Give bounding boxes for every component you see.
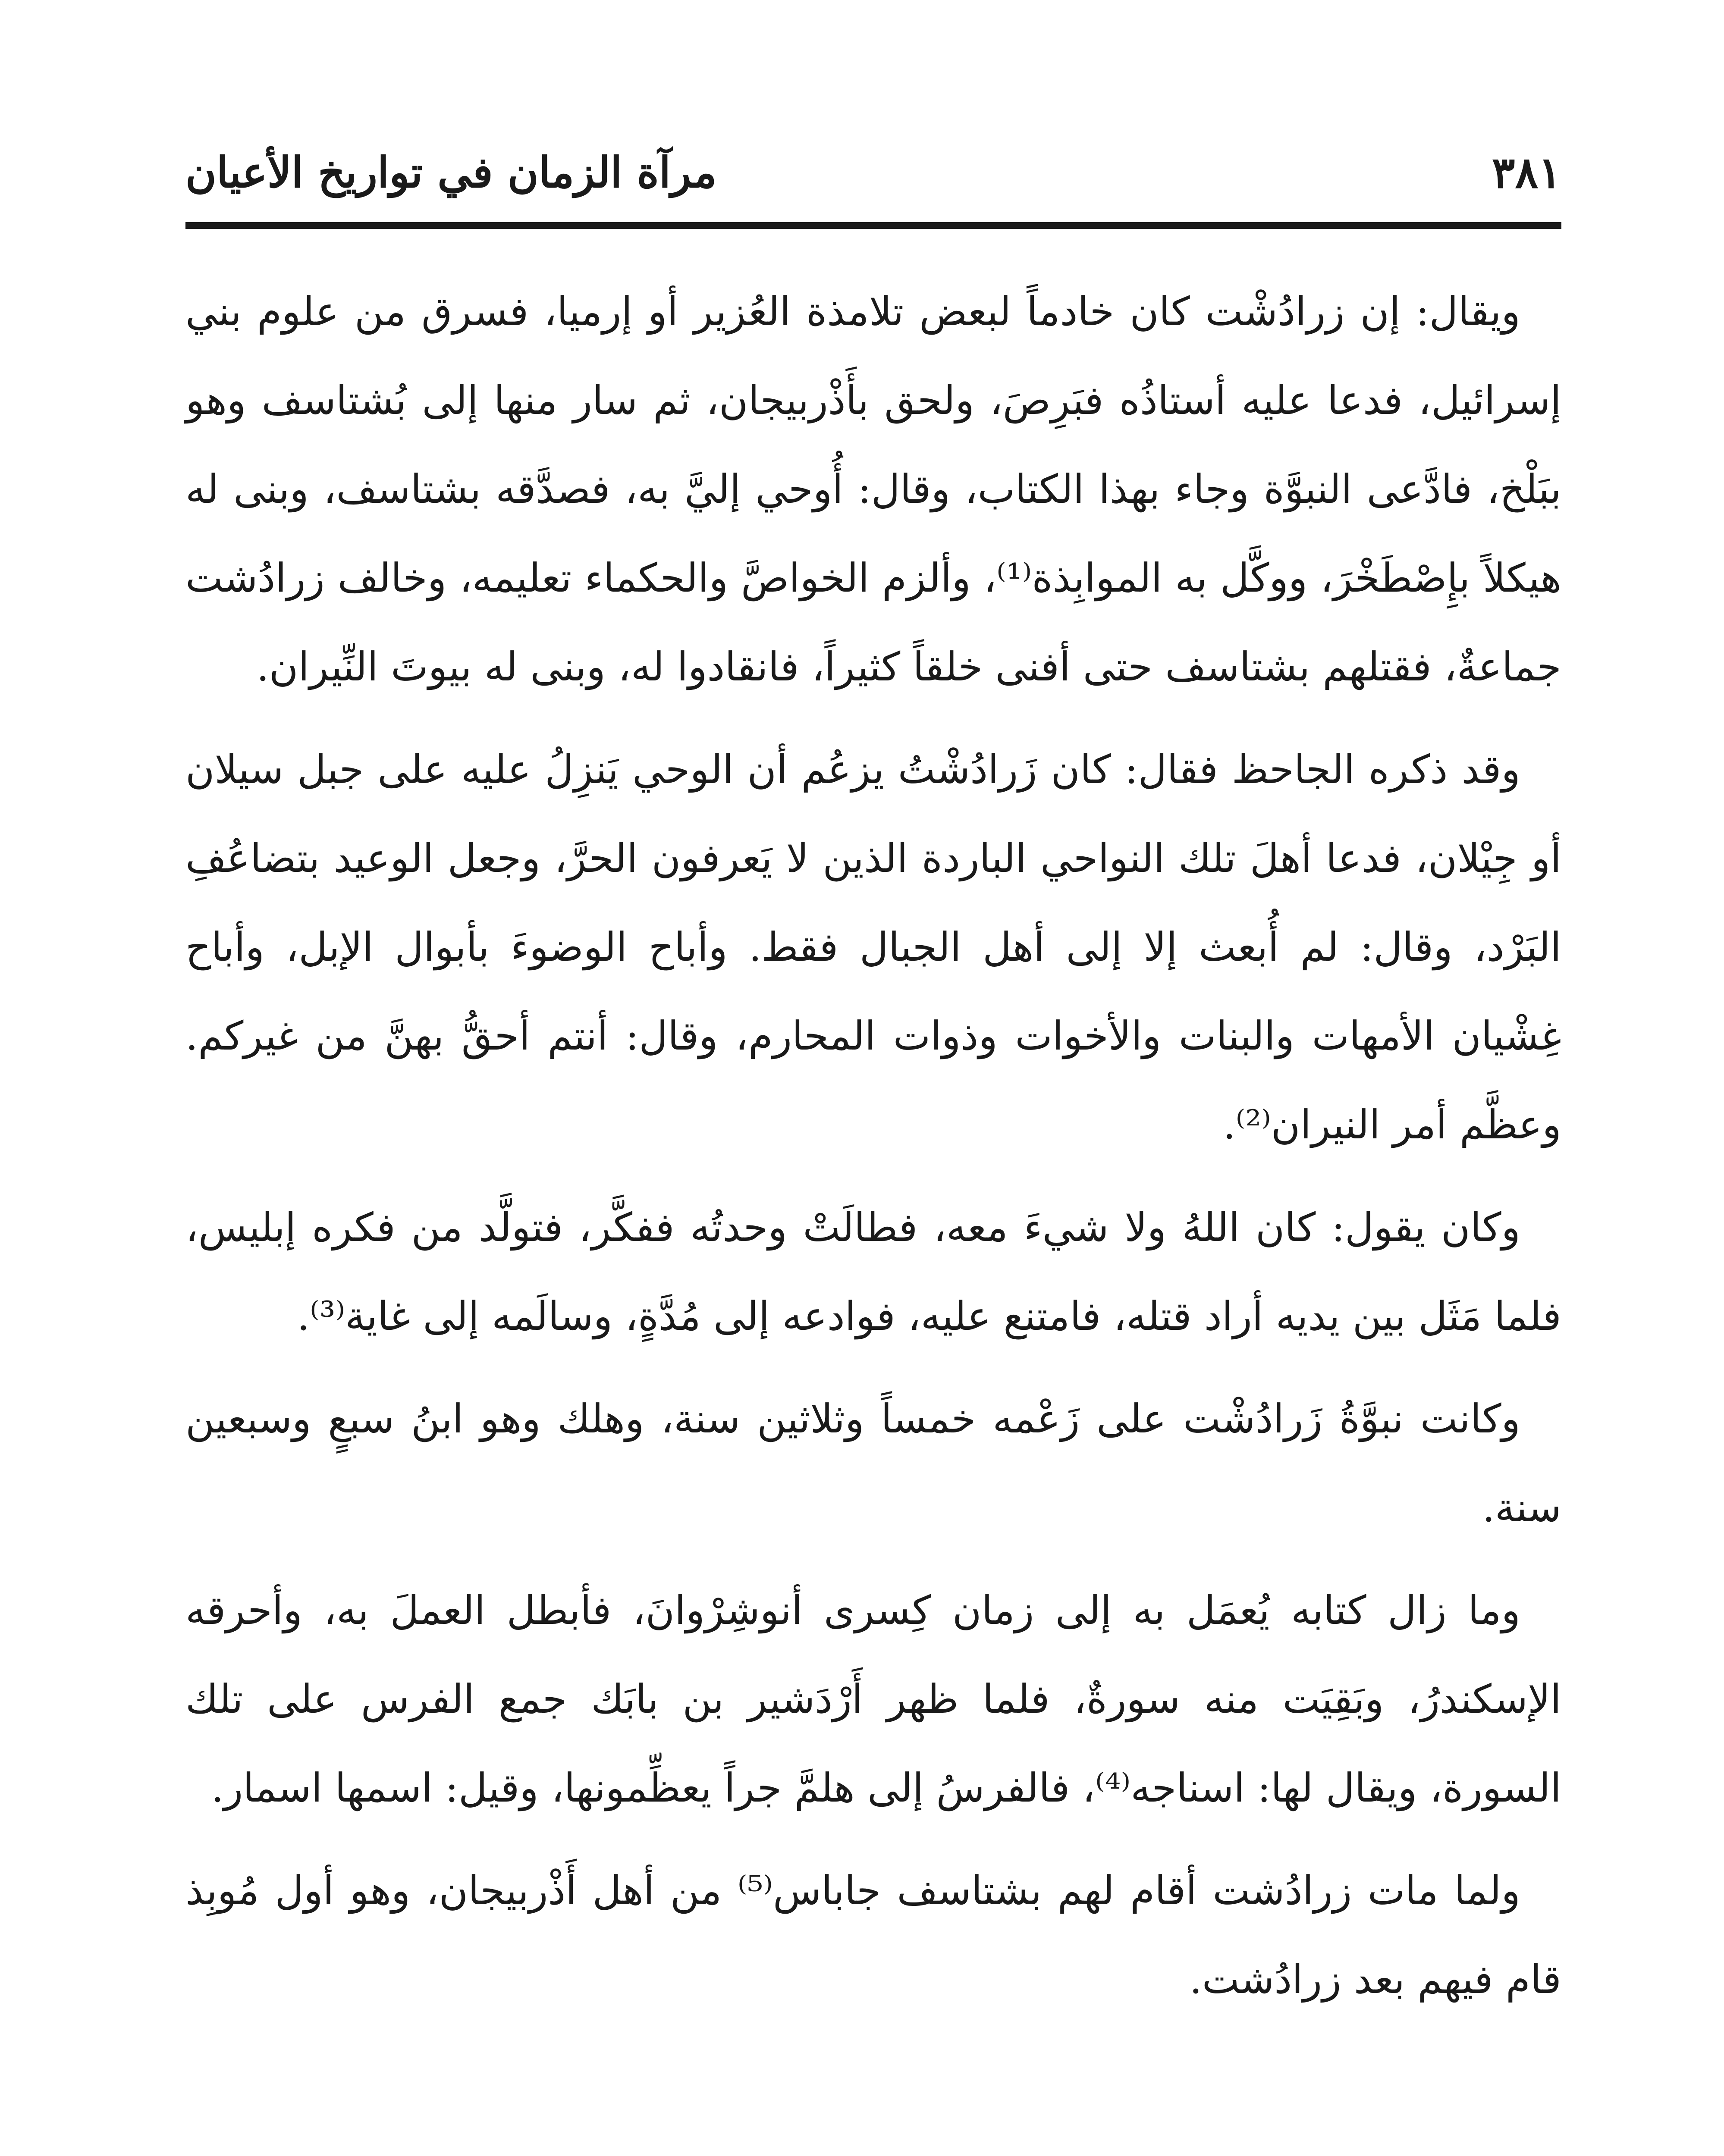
paragraph: وما زال كتابه يُعمَل به إلى زمان كِسرى أنوشِرْوانَ، فأبطل العملَ به، وأحرقه الإسكندرُ، وبَقِيَت منه سورةٌ، فلما ظهر أَرْدَشير بن بابَك جمع الفرس على تلك السورة، ويقال لها: اسناجه⁽⁴⁾، فالفرسُ إلى هلمَّ جراً يعظِّمونها، وقيل: اسمها اسمار. [185, 1587, 1561, 1811]
paragraph: وقد ذكره الجاحظ فقال: كان زَرادُشْتُ يزعُم أن الوحي يَنزِلُ عليه على جبل سيلان أو جِيْلان، فدعا أهلَ تلك النواحي الباردة الذين لا يَعرفون الحرَّ، وجعل الوعيد بتضاعُفِ البَرْد، وقال: لم أُبعث إلا إلى أهل الجبال فقط. وأباح الوضوءَ بأبوال الإبل، وأباح غِشْيان الأمهات والبنات والأخوات وذوات المحارم، وقال: أنتم أحقُّ بهنَّ من غيركم. وعظَّم أمر النيران⁽²⁾. [185, 746, 1561, 1148]
book-page [185, 129, 1561, 2156]
main-text [185, 267, 1561, 2038]
paragraph: ويقال: إن زرادُشْت كان خادماً لبعض تلامذة العُزير أو إرميا، فسرق من علوم بني إسرائيل، فدعا عليه أستاذُه فبَرِصَ، ولحق بأَذْربيجان، ثم سار منها إلى بُشتاسف وهو ببَلْخ، فادَّعى النبوَّة وجاء بهذا الكتاب، وقال: أُوحي إليَّ به، فصدَّقه بشتاسف، وبنى له هيكلاً بإِصْطَخْرَ، ووكَّل به الموابِذة⁽¹⁾، وألزم الخواصَّ والحكماء تعليمه، وخالف زرادُشت جماعةٌ، فقتلهم بشتاسف حتى أفنى خلقاً كثيراً، فانقادوا له، وبنى له بيوتَ النِّيران. [185, 288, 1562, 690]
page-header [185, 129, 1561, 216]
paragraph: وكانت نبوَّةُ زَرادُشْت على زَعْمه خمساً وثلاثين سنة، وهلك وهو ابنُ سبعٍ وسبعين سنة. [185, 1396, 1561, 1531]
page-number: ٣٨١ [1492, 147, 1561, 198]
running-title: مرآة الزمان في تواريخ الأعيان [185, 147, 717, 197]
header-rule [185, 222, 1561, 229]
paragraph: وكان يقول: كان اللهُ ولا شيءَ معه، فطالَتْ وحدتُه ففكَّر، فتولَّد من فكره إبليس، فلما مَثَل بين يديه أراد قتله، فامتنع عليه، فوادعه إلى مُدَّةٍ، وسالَمه إلى غاية⁽³⁾. [185, 1204, 1561, 1339]
paragraph: ولما مات زرادُشت أقام لهم بشتاسف جاباس⁽⁵⁾ من أهل أَذْربيجان، وهو أول مُوبِذ قام فيهم بعد زرادُشت. [185, 1868, 1561, 2002]
